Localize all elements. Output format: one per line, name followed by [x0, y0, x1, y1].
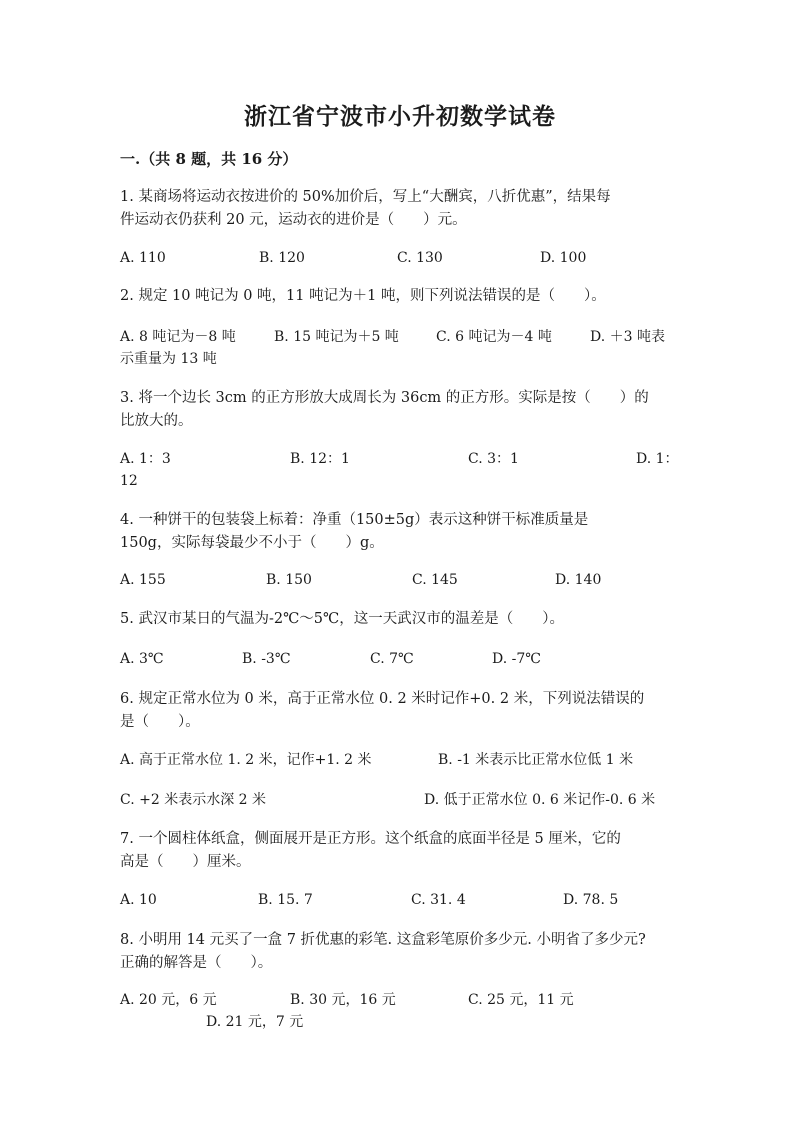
question-7	[120, 828, 685, 874]
option-d: D. 21 元，7 元	[206, 1014, 304, 1030]
option-b: B. -1 米表示比正常水位低 1 米	[438, 752, 634, 768]
question-line: 1. 某商场将运动衣按进价的 50%加价后，写上“大酬宾，八折优惠”，结果每	[120, 189, 611, 205]
option-c: C. 25 元，11 元	[468, 992, 574, 1008]
option-a: A. 高于正常水位 1. 2 米，记作+1. 2 米	[120, 752, 372, 768]
option-a: A. 8 吨记为－8 吨	[120, 329, 236, 345]
question-6	[120, 688, 685, 734]
question-line: 6. 规定正常水位为 0 米，高于正常水位 0. 2 米时记作+0. 2 米，下列说法错误的	[120, 691, 645, 707]
option-d-continued: 12	[120, 473, 138, 489]
question-5	[120, 608, 685, 631]
option-b: B. 12：1	[290, 451, 350, 467]
option-d: D. 低于正常水位 0. 6 米记作-0. 6 米	[424, 792, 656, 808]
option-a: A. 10	[120, 892, 157, 908]
option-b: B. 15 吨记为＋5 吨	[274, 329, 399, 345]
question-line: 件运动衣仍获利 20 元，运动衣的进价是（ ）元。	[120, 212, 467, 228]
option-b: B. 120	[259, 250, 305, 266]
question-1	[120, 186, 685, 232]
exam-title: 浙江省宁波市小升初数学试卷	[244, 103, 556, 130]
option-c: C. 145	[412, 572, 458, 588]
question-line: 4. 一种饼干的包装袋上标着：净重（150±5g）表示这种饼干标准质量是	[120, 512, 589, 528]
option-a: A. 20 元，6 元	[120, 992, 217, 1008]
question-line: 3. 将一个边长 3cm 的正方形放大成周长为 36cm 的正方形。实际是按（ ）的	[120, 390, 649, 406]
question-line: 7. 一个圆柱体纸盒，侧面展开是正方形。这个纸盒的底面半径是 5 厘米，它的	[120, 831, 621, 847]
option-d: D. 1：	[636, 451, 679, 467]
option-d: D. -7℃	[492, 651, 541, 667]
section-heading: 一.（共 8 题，共 16 分）	[120, 150, 298, 168]
option-c: C. 130	[397, 250, 443, 266]
option-d: D. 140	[555, 572, 602, 588]
option-c: C. 31. 4	[411, 892, 466, 908]
question-3	[120, 387, 685, 433]
option-b: B. -3℃	[242, 651, 291, 667]
option-a: A. 1：3	[120, 451, 171, 467]
question-4	[120, 509, 685, 555]
question-line: 150g，实际每袋最少不小于（ ）g。	[120, 535, 384, 551]
question-8	[120, 929, 685, 975]
option-b: B. 150	[266, 572, 312, 588]
option-c: C. 7℃	[370, 651, 414, 667]
question-line: 是（ ）。	[120, 714, 200, 730]
question-line: 高是（ ）厘米。	[120, 854, 251, 870]
option-d: D. 78. 5	[563, 892, 619, 908]
option-a: A. 110	[120, 250, 166, 266]
option-c: C. 6 吨记为－4 吨	[436, 329, 552, 345]
option-d: D. ＋3 吨表	[590, 329, 665, 345]
question-line: 2. 规定 10 吨记为 0 吨，11 吨记为＋1 吨，则下列说法错误的是（ ）。	[120, 288, 606, 304]
question-line: 正确的解答是（ ）。	[120, 955, 273, 971]
question-line: 5. 武汉市某日的气温为-2℃～5℃，这一天武汉市的温差是（ ）。	[120, 611, 564, 627]
option-d-continued: 示重量为 13 吨	[120, 351, 217, 367]
option-c: C. 3：1	[468, 451, 519, 467]
option-a: A. 3℃	[120, 651, 164, 667]
option-a: A. 155	[120, 572, 166, 588]
option-b: B. 30 元，16 元	[290, 992, 396, 1008]
option-d: D. 100	[540, 250, 587, 266]
question-2	[120, 285, 685, 308]
option-c: C. +2 米表示水深 2 米	[120, 792, 267, 808]
question-line: 比放大的。	[120, 413, 193, 429]
option-b: B. 15. 7	[258, 892, 313, 908]
question-line: 8. 小明用 14 元买了一盒 7 折优惠的彩笔. 这盒彩笔原价多少元. 小明省了多少元?	[120, 932, 646, 948]
